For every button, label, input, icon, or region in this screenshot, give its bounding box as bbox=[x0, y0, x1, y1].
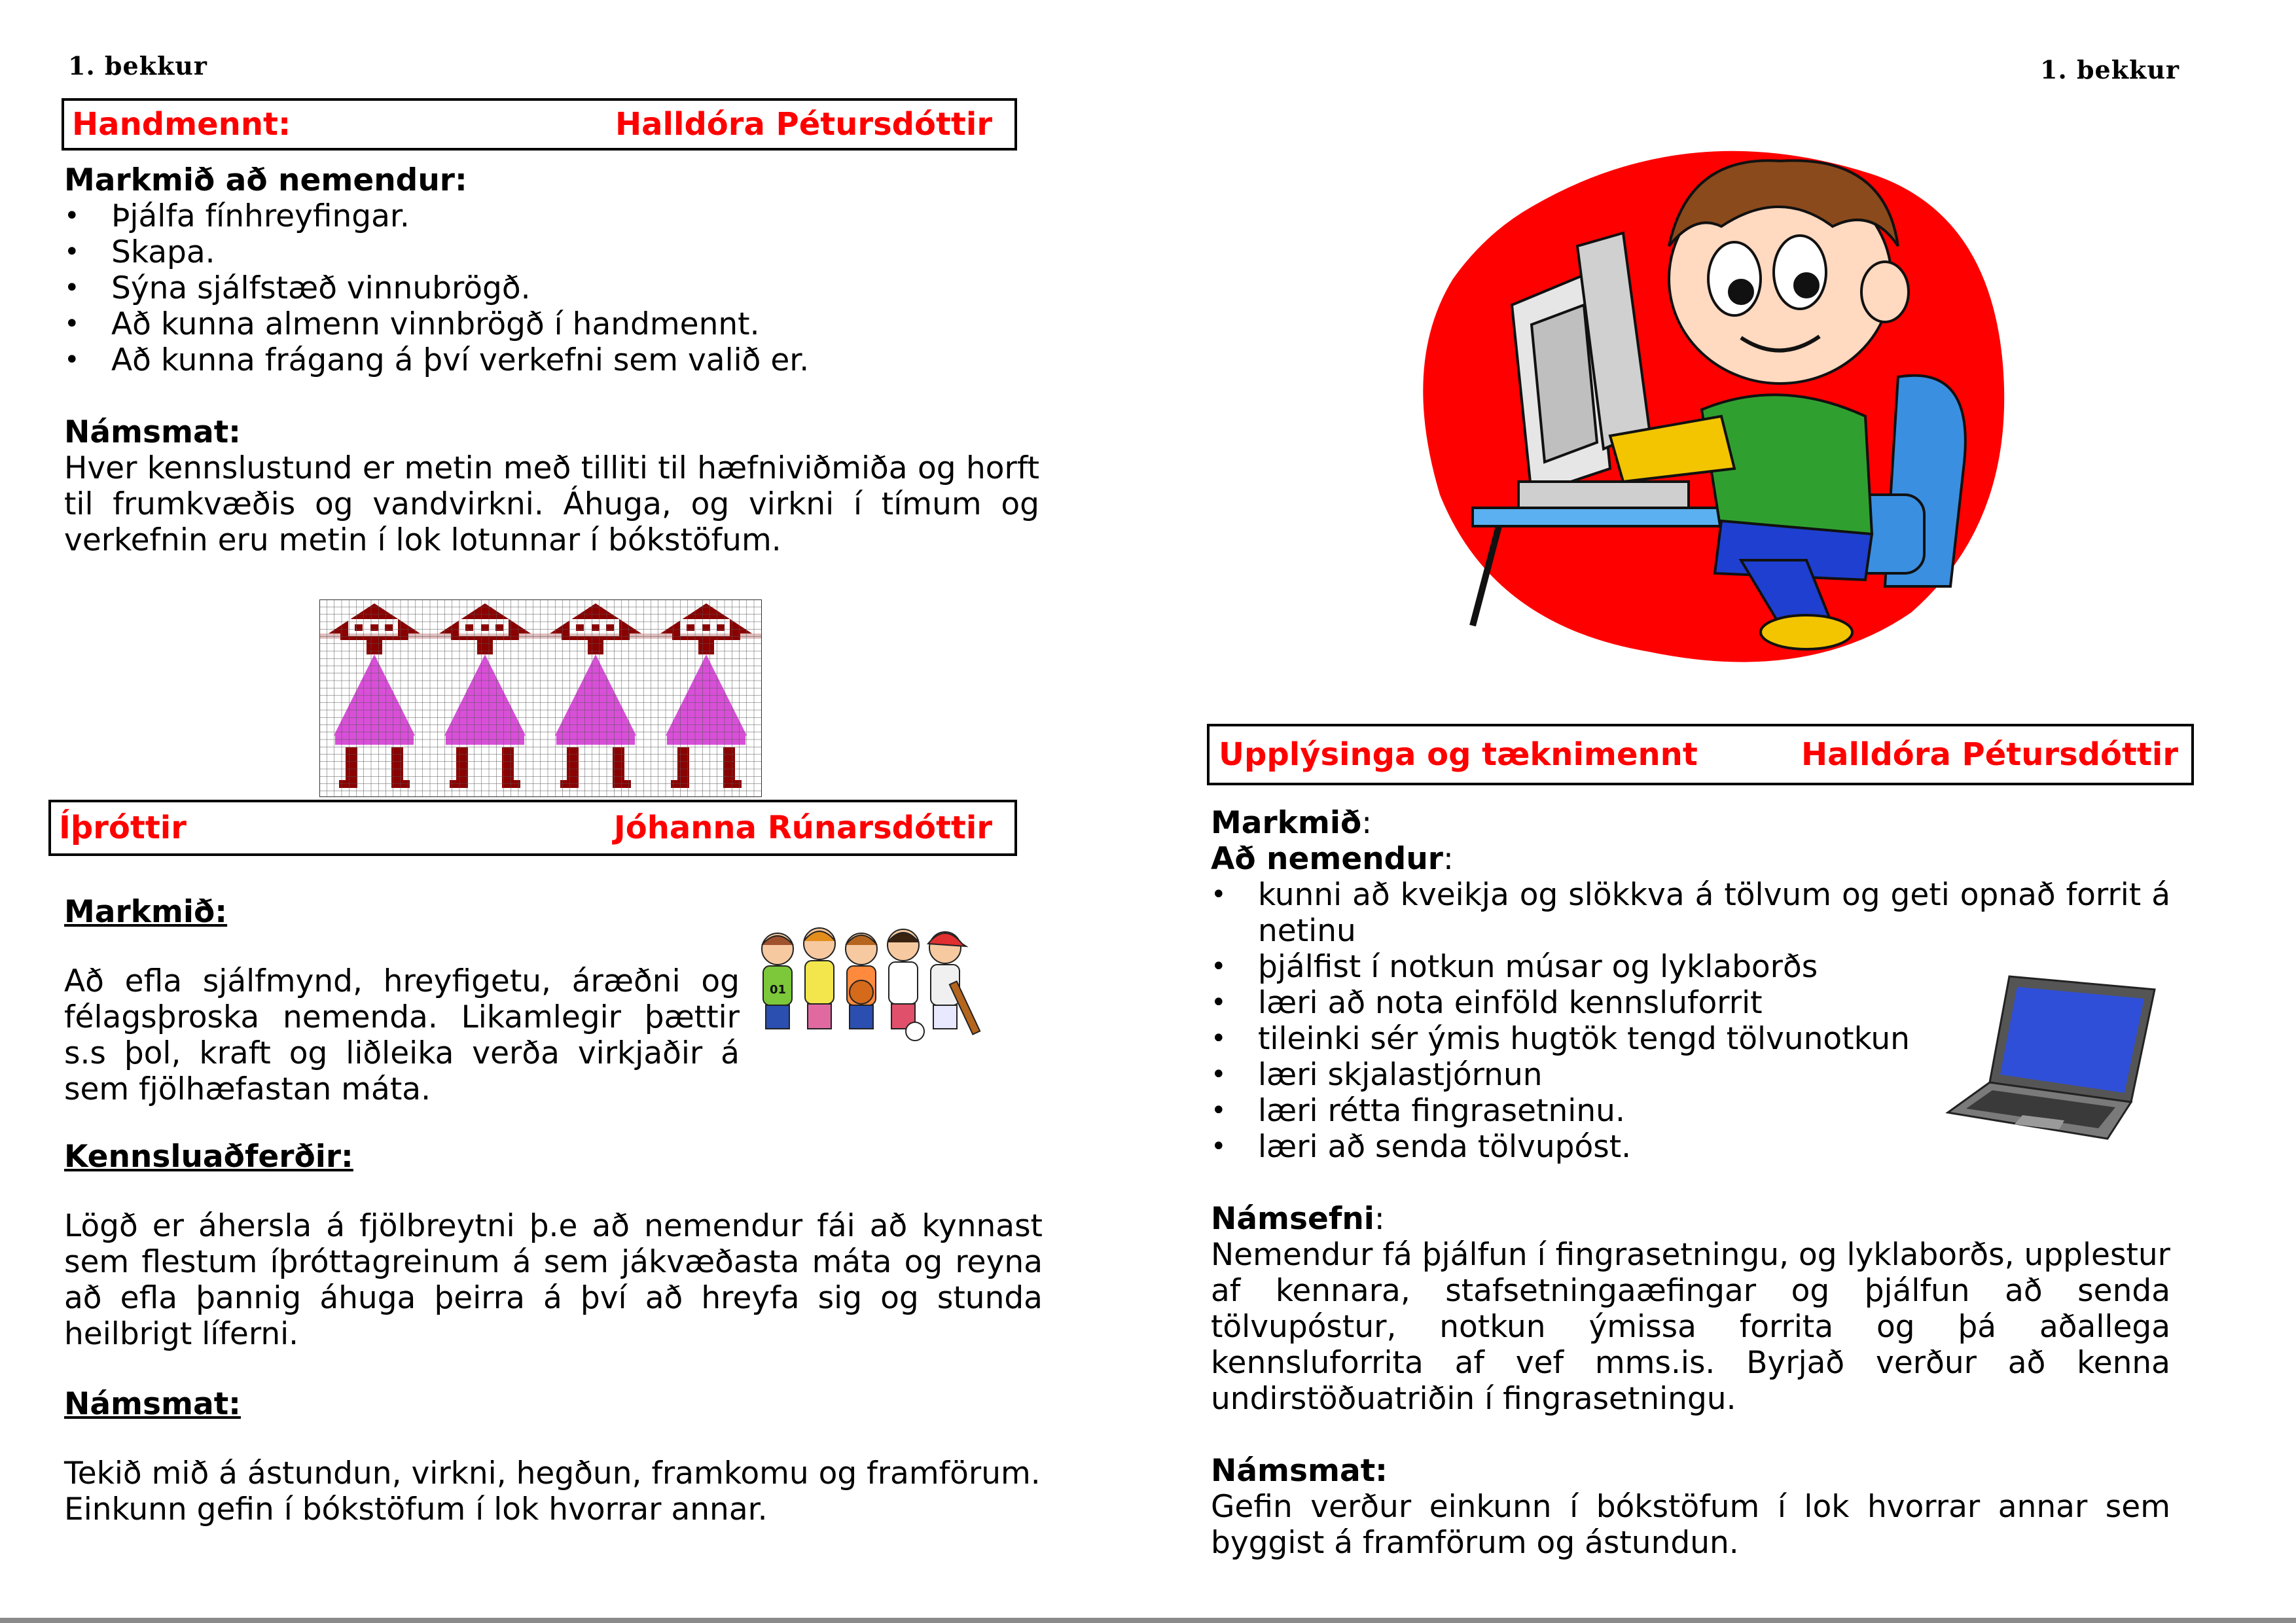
ithrottir-teacher: Jóhanna Rúnarsdóttir bbox=[613, 810, 992, 846]
handmennt-header-box bbox=[62, 98, 1017, 151]
grade-label-left: 1. bekkur bbox=[68, 51, 207, 80]
handmennt-title: Handmennt: bbox=[72, 106, 291, 143]
upplysinga-title: Upplýsinga og tæknimennt bbox=[1219, 736, 1698, 773]
ithrottir-methods-text: Lögð er áhersla á fjölbreytni þ.e að nemendur fái að kynnast sem flestum íþróttagreinum á sem jákvæðasta máta og reyna að efla þannig áhuga þeirra á því að hreyfa sig og stunda heilbrigt líferni. bbox=[64, 1208, 1043, 1352]
upplysinga-assessment-heading: Námsmat: bbox=[1211, 1453, 1388, 1489]
svg-text:01: 01 bbox=[770, 983, 787, 997]
handmennt-assessment-text: Hver kennslustund er metin með tilliti til hæfniviðmiða og horft til frumkvæðis og vandvirkni. Áhuga, og virkni í tímum og verkefnin eru metin í lok lotunnar í bókstöfum. bbox=[64, 450, 1039, 558]
list-item: • Þjálfa fínhreyfingar. bbox=[111, 198, 1039, 234]
bottom-border bbox=[0, 1618, 2296, 1623]
list-item: • kunni að kveikja og slökkva á tölvum og geti opnað forrit á netinu bbox=[1258, 877, 2170, 949]
ithrottir-header-box bbox=[48, 800, 1017, 856]
upplysinga-section: Markmið: Að nemendur: • kunni að kveikja og slökkva á tölvum og geti opnað forrit á netinu • þjálfist í notkun músar og lyklaborðs • læri að nota einföld kennsluforrit • tileinki sér ýmis hugtök tengd tölvunotkun • læri skjalastjórnun • læri rétta fingrasetninu. • læri að senda tölvupóst. Námsefni: Nemendur fá þjálfun í fingrasetningu, og lyklaborðs, upplestur af kennara, stafsetningaæfingar og þjálfun að senda tölvupóstur, notkun ýmissa forrita og þá aðallega kennsluforrita af vef mms.is. Byrjað verður að kenna undirstöðuatriðin í fingrasetningu. Námsmat: Gefin verður einkunn í bókstöfum í lok hvorrar annar sem byggist á framförum og ástundun. bbox=[1211, 805, 2170, 1561]
list-item: • tileinki sér ýmis hugtök tengd tölvunotkun bbox=[1258, 1021, 2170, 1057]
upplysinga-assessment-text: Gefin verður einkunn í bókstöfum í lok hvorrar annar sem byggist á framförum og ástundun. bbox=[1211, 1489, 2170, 1561]
upplysinga-content-text: Nemendur fá þjálfun í fingrasetningu, og lyklaborðs, upplestur af kennara, stafsetningaæfingar og þjálfun að senda tölvupóstur, notkun ýmissa forrita og þá aðallega kennsluforrita af vef mms.is. Byrjað verður að kenna undirstöðuatriðin í fingrasetningu. bbox=[1211, 1237, 2170, 1417]
list-item: • þjálfist í notkun músar og lyklaborðs bbox=[1258, 949, 2170, 985]
knitting-pattern-image bbox=[319, 599, 762, 797]
kids-sports-image bbox=[751, 915, 1004, 1046]
list-item: • Skapa. bbox=[111, 234, 1039, 270]
list-item: • læri rétta fingrasetninu. bbox=[1258, 1093, 2170, 1129]
upplysinga-header-box bbox=[1207, 724, 2194, 785]
laptop-image bbox=[1944, 967, 2160, 1145]
upplysinga-content-heading: Námsefni bbox=[1211, 1201, 1374, 1237]
handmennt-section bbox=[64, 162, 1039, 558]
list-item: • Að kunna frágang á því verkefni sem valið er. bbox=[111, 342, 1039, 378]
list-item: • læri að nota einföld kennsluforrit bbox=[1258, 985, 2170, 1021]
ithrottir-goals-heading: Markmið: bbox=[64, 894, 228, 930]
ithrottir-assessment-line2: Einkunn gefin í bókstöfum í lok hvorrar annar. bbox=[64, 1491, 768, 1527]
list-item: • læri skjalastjórnun bbox=[1258, 1057, 2170, 1093]
list-item: • Að kunna almenn vinnbrögð í handmennt. bbox=[111, 306, 1039, 342]
handmennt-goals-list bbox=[64, 198, 1039, 378]
ithrottir-title: Íþróttir bbox=[59, 810, 187, 846]
ithrottir-assessment-line1: Tekið mið á ástundun, virkni, hegðun, framkomu og framförum. bbox=[64, 1455, 1041, 1491]
ithrottir-assessment-heading: Námsmat: bbox=[64, 1386, 241, 1422]
handmennt-assessment-heading: Námsmat: bbox=[64, 414, 241, 450]
handmennt-teacher: Halldóra Pétursdóttir bbox=[615, 106, 992, 143]
list-item: • Sýna sjálfstæð vinnubrögð. bbox=[111, 270, 1039, 306]
grade-label-right: 1. bekkur bbox=[2040, 55, 2179, 84]
boy-at-computer-image bbox=[1414, 128, 2016, 671]
ithrottir-assessment bbox=[64, 1455, 1046, 1527]
upplysinga-goals-subheading: Að nemendur bbox=[1211, 841, 1443, 877]
ithrottir-goals-text: Að efla sjálfmynd, hreyfigetu, áræðni og félagsþroska nemenda. Likamlegir þættir s.s þol, kraft og liðleika verða virkjaðir á sem fjölhæfastan máta. bbox=[64, 963, 740, 1107]
list-item: • læri að senda tölvupóst. bbox=[1258, 1129, 2170, 1165]
ithrottir-methods-heading: Kennsluaðferðir: bbox=[64, 1139, 353, 1175]
upplysinga-teacher: Halldóra Pétursdóttir bbox=[1801, 736, 2178, 773]
handmennt-goals-heading: Markmið að nemendur: bbox=[64, 162, 467, 198]
upplysinga-goals-heading: Markmið bbox=[1211, 805, 1362, 841]
